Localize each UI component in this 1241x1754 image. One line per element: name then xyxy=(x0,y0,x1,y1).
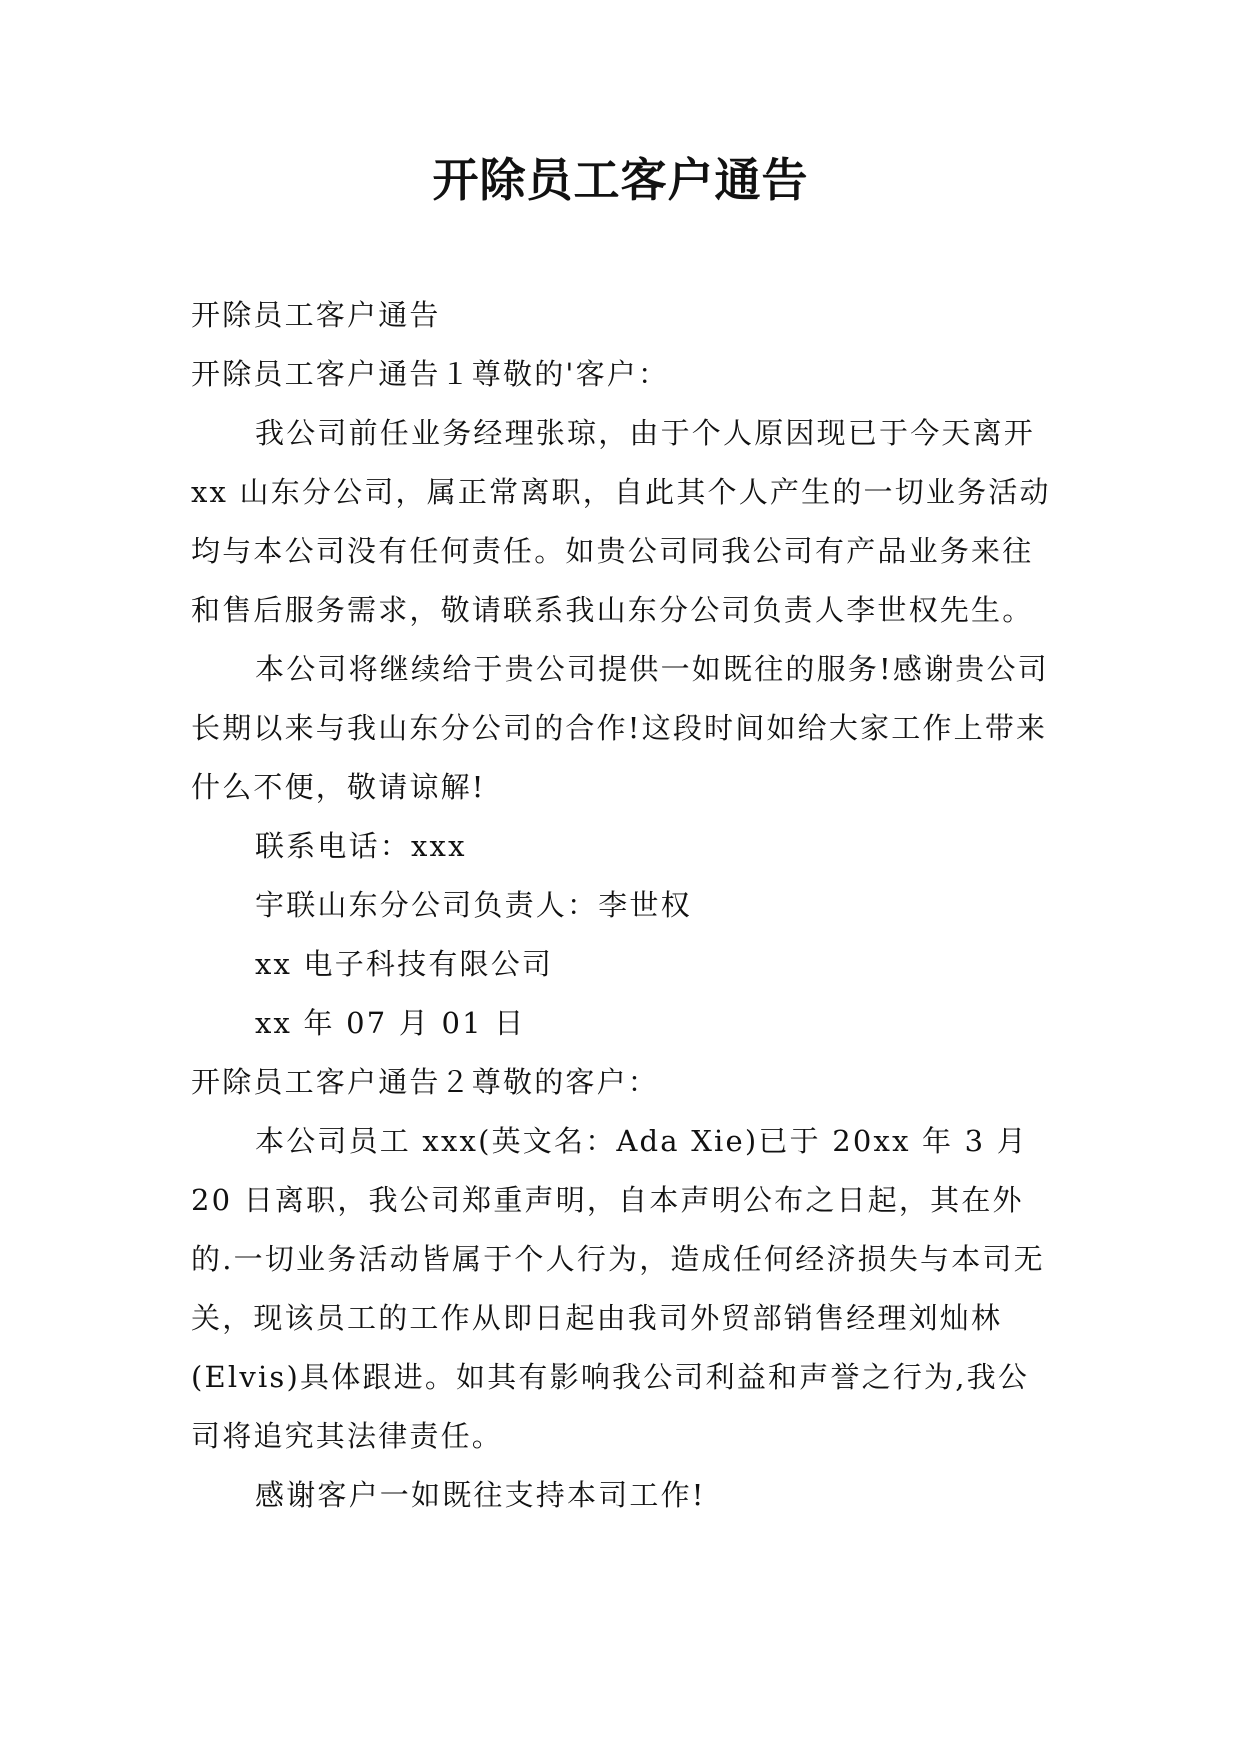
notice-1-salutation: 开除员工客户通告１尊敬的'客户： xyxy=(191,357,670,391)
contact-phone: 联系电话：xxx xyxy=(255,829,467,863)
signature-date: xx 年 07 月 01 日 xyxy=(255,1006,526,1040)
company-signature: xx 电子科技有限公司 xyxy=(255,947,554,981)
branch-manager: 宇联山东分公司负责人：李世权 xyxy=(255,888,692,922)
document-body xyxy=(191,286,1051,1525)
notice-1-paragraph-2: 本公司将继续给于贵公司提供一如既往的服务!感谢贵公司长期以来与我山东分公司的合作!这段时间如给大家工作上带来什么不便，敬请谅解! xyxy=(191,652,1049,804)
notice-1-paragraph-1: 我公司前任业务经理张琼，由于个人原因现已于今天离开 xx 山东分公司，属正常离职，自此其个人产生的一切业务活动均与本公司没有任何责任。如贵公司同我公司有产品业务来往和售后服务需求，敬请联系我山东分公司负责人李世权先生。 xyxy=(191,416,1051,627)
section-heading: 开除员工客户通告 xyxy=(191,298,441,332)
notice-2-salutation: 开除员工客户通告２尊敬的客户： xyxy=(191,1065,660,1099)
document-title: 开除员工客户通告 xyxy=(432,153,809,207)
notice-2-closing: 感谢客户一如既往支持本司工作! xyxy=(255,1478,706,1512)
notice-2-paragraph-1: 本公司员工 xxx(英文名：Ada Xie)已于 20xx 年 3 月 20 日离职，我公司郑重声明，自本声明公布之日起，其在外的.一切业务活动皆属于个人行为，造成任何经济损失与本司无关，现该员工的工作从即日起由我司外贸部销售经理刘灿林(Elvis)具体跟进。如其有影响我公司利益和声誉之行为,我公司将追究其法律责任。 xyxy=(191,1124,1045,1453)
